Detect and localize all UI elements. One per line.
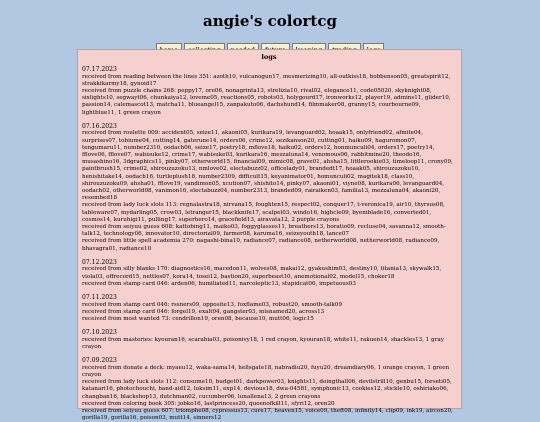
log-line: received from lady luck slots 112: consume10, budget01, darkpower03, knights11, doingthall06, devilstrill10, genbu15, forseti05, katanari16, photochouchi, band-aid12, luksim11, exp14, devious18, dwa-04581, symphonic13, cookies12, stickle10, oshiriako06, changban16, blackshop13, dutchman02, cucumber06, lunallena13, 2 green crayons [82, 379, 452, 400]
log-date: 07.12.2023 [82, 258, 117, 266]
log-entry [82, 294, 456, 323]
log-date: 07.10.2023 [82, 329, 117, 337]
site-title: angie's colortcg [203, 12, 337, 30]
logs-panel[interactable] [77, 49, 462, 422]
log-entry [82, 259, 456, 288]
log-line: received from donate a deck: myaeu12, waka-sama14, hellsgate18, nabradiu20, fuyu20, dreamdiary06, 1 orange crayon, 1 green crayon [82, 364, 450, 379]
log-line: received from roulette 009: accident05, seize11, akaoni05, kurikara19, levanguard02, hoaak15, onlyfriend02, afmite04, surprises07, tobiume04, cutting14, gaterune14, orders06, crime12, sezikanson20, cutting01, haiku09, haguromon07, tengumaru11, number2310, oodach06, seize17, poetry18, mflove18, haiku02, orders12, honmunculi04, orders17, poetry14, fflove06, fflove07, wabisuke12, crime17, wabisuke03, kurikara16, mezzaluna14, venomous06, rabbitmine20, theodo16, musashino16, 3dgraphics11, pinky07, otherworld15, financial09, mimic08, grave01, ahsha15, littlerookie03, timeloop11, crony09, paintbrush15, crime02, shirouzuzoku13, nmlove02, electabuzz02, officelady01, brandedt17, hoaak05, shirouzuzoku10, henishitake14, oodach16, turtleplush18, number2309, difficult15, keyanimator01, homunculi02, magitek18, class10, shirouzuzoku09, ahsha01, fflove19, vandimon05, xcution07, shishito14, pinky07, akaoni01, viyne08, kurikara06, levanguard04, oodach02, otherworld08, vanimon16, electabuzz04, number2313, branded09, rairaiken03, familia13, mezzaluna04, akaoni20, resembed18 [82, 130, 453, 202]
log-line: received from most wanted 73: cendrillon19, oren08, because10, mutt06, logic15 [82, 316, 314, 323]
log-line: received from stamp card 046: rssners09, opposite13, foxflame03, robust20, smooth-talk09 [82, 301, 343, 308]
log-entry [82, 123, 456, 253]
log-line: received from puzzle chains 268: peppy17, ore06, nonagrinta13, strelizia10, rival02, elegance11, code05020, skyknight08, sixlights10, segwayt06, chunkaiya12, loveme05, reactions05, robots03, holygourd17, ironworks12, player19, admins11, glider10, passion14, calemascot13, matcha11, blueangel15, zanpakuto06, dachshund14, filmmaker08, granny15, courbourne09, lightblue11, 1 green crayon [82, 88, 451, 116]
log-line: received from seiyuu guess 607: triomphe08, cypressus13, cure17, heaven15, voice09, theft08, infinity14, clip09, ink19, aircon20, gorilla19, gorilla16, poison03, mutt14, sinners12 [82, 408, 453, 422]
log-line: received from reading between the lines 351: azoth10, vulcanogun17, mesmerizing10, all-outkiss18, bobbenson05, greatspirit12, strakkikarmy18, gynoid17 [82, 73, 451, 87]
log-date: 07.17.2023 [82, 66, 117, 73]
log-line: received from seiyuu guess 608: kattobing11, maiko03, foggyglasses11, breathers13, horatio09, recluse04, savanna12, smooth-talk12, technology06, innovator10, directorial09, farmer08, karuma16, seizeyouth18, lance07 [82, 224, 446, 238]
log-line: received from silly blanks 170: diagnostics16, macedon11, wolves08, makai12, gyakushim03, destiny10, titania13, skywalk15, viola03, offrecord15, nettles07, kora14, tosei12, bastion20, superbeast10, anemotional02, model15, choker18 [82, 266, 442, 280]
log-line: received from masteries: kyouran16, scarabia03, poisonivy18, 1 red crayon, kyouran18, white11, rakuen14, shackles13, 1 gray crayon [82, 336, 444, 351]
log-entry [82, 329, 456, 351]
panel-title: logs [261, 53, 277, 61]
log-line: received from little spell academia 270: nagashi-bina10, radiance07, radiance08, netherworld08, netherworld08, radiance09, bhavagra01, radiance10 [82, 238, 440, 252]
log-date: 07.09.2023 [82, 357, 117, 365]
log-line: received from coloring book 305: jobko16, lastprincess20, queenofkill11, sfyri12, oren20 [82, 400, 335, 407]
log-date: 07.16.2023 [82, 122, 117, 130]
log-entries [82, 66, 456, 422]
log-entry [82, 357, 456, 422]
log-line: received from stamp card 046: forgel19, exalt04, gangster03, misnamed20, across13 [82, 308, 325, 315]
log-entry [82, 66, 456, 117]
log-line: received from stamp card 046: arden06, humiliated11, narcoleptic13, stupidcat06, impetuous03 [82, 280, 356, 287]
log-line: received from lady luck slots 113: regnalastra18, nirvana15, foughten15, respect02, conquer17, t-veronica19, air10, thyrsus08, tableware07, mydarling05, crow03, letranger15, blackknife17, scalpel03, windo16, highcle09, byeniblade16, converted01, cosmos14, kuruhigi11, pulling17, superhero14, gracefield13, airavata12, 2 purple crayons [82, 202, 445, 223]
log-date: 07.11.2023 [82, 294, 117, 302]
